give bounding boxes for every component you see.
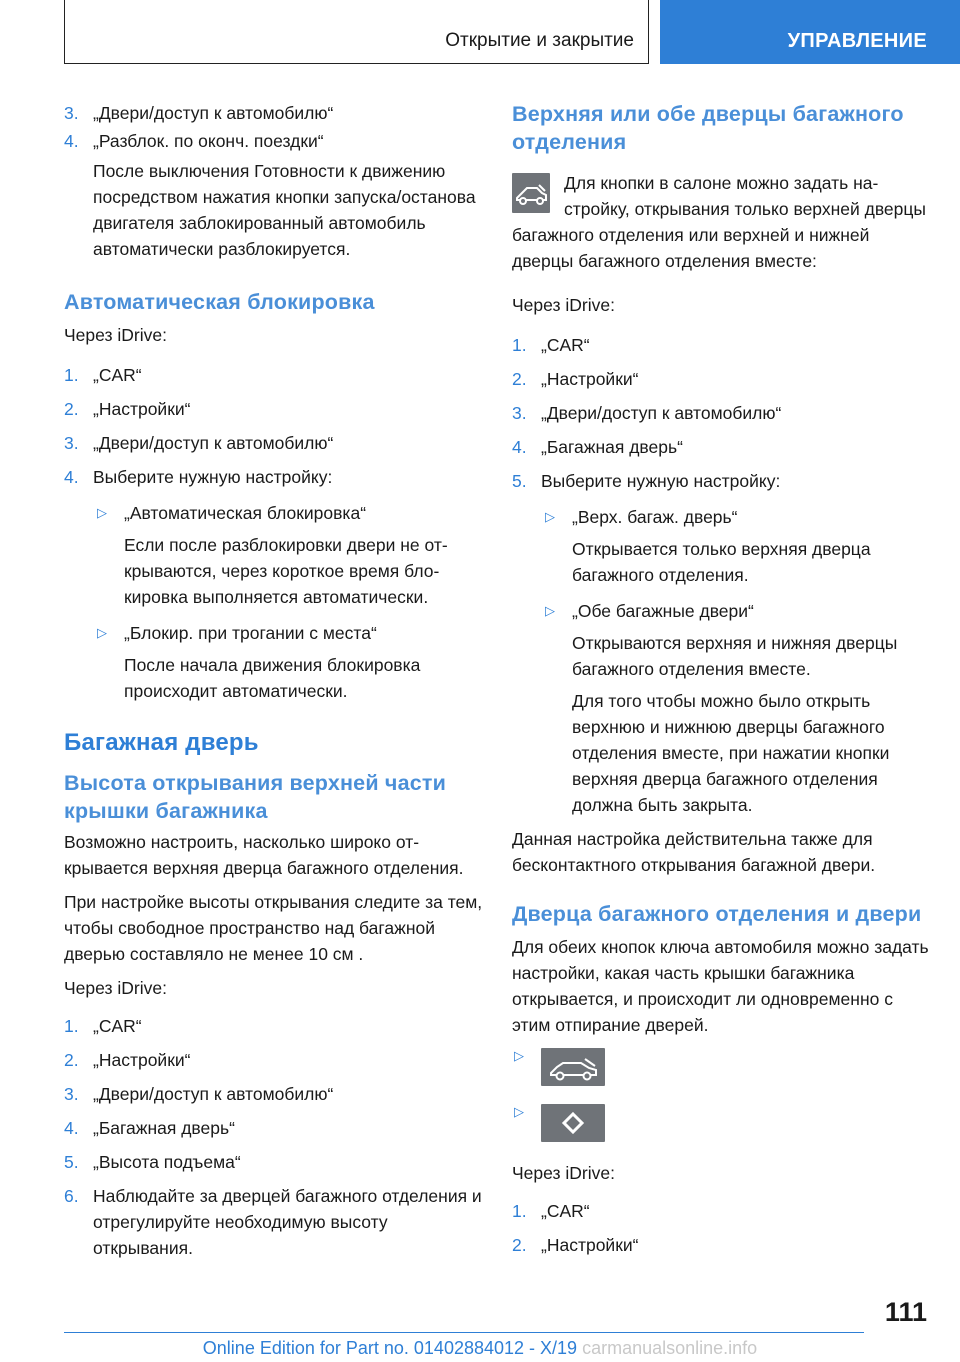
footer-divider bbox=[64, 1332, 864, 1333]
upper-paragraph-2: Данная настройка действительна также для бесконтактного открывания багажной двери. bbox=[512, 829, 876, 875]
list-number: 6. bbox=[64, 1186, 79, 1206]
list-number: 2. bbox=[512, 1235, 527, 1255]
auto-lock-heading: Автоматическая блокировка bbox=[64, 290, 375, 314]
edition-text: Online Edition for Part no. 01402884012 - X/19 bbox=[202, 1338, 578, 1358]
list-number: 2. bbox=[64, 1050, 79, 1070]
list-text: „Настройки“ bbox=[93, 399, 191, 419]
option-item bbox=[64, 620, 484, 646]
list-text: „Багажная дверь“ bbox=[541, 437, 683, 457]
list-text: „Разблок. по оконч. поездки“ bbox=[93, 131, 324, 151]
option-item bbox=[512, 504, 932, 530]
option-desc: Открываются верхняя и нижняя дверцы багажного отделения вместе. bbox=[572, 633, 898, 679]
height-paragraph-2: При настройке высоты открывания следите за тем, чтобы свободное пространство над багажной дверью составляло не менее 10 см . bbox=[64, 892, 483, 964]
diamond-icon bbox=[541, 1104, 605, 1142]
list-text: Выберите нужную настройку: bbox=[541, 471, 781, 491]
list-text: „Настройки“ bbox=[541, 1235, 639, 1255]
list-item bbox=[64, 1183, 484, 1261]
header-section-box bbox=[64, 0, 649, 64]
note-paragraph: После выключения Готовности к движению посредством нажатия кнопки запуска/останова двигателя заблокированный автомобиль автоматически разблокируется. bbox=[93, 161, 476, 259]
triangle-bullet-icon: ▷ bbox=[545, 509, 555, 524]
list-item bbox=[512, 332, 932, 358]
list-item bbox=[64, 396, 484, 422]
list-item bbox=[64, 1081, 484, 1107]
option-desc: Если после разблокировки двери не открываются, через короткое время блокировка выполняется автоматически. bbox=[124, 535, 448, 607]
triangle-bullet-icon: ▷ bbox=[514, 1104, 524, 1119]
list-number: 1. bbox=[512, 1201, 527, 1221]
option-note: Для того чтобы можно было открыть верхнюю и нижнюю дверцы багажного отделения вместе, при нажатии кнопки верхняя дверца багажного отделения должна быть закрыта. bbox=[572, 691, 890, 815]
option-desc: Открывается только верхняя дверца багажного отделения. bbox=[572, 539, 871, 585]
list-text: Наблюдайте за дверцей багажного отделения и отрегулируйте необходимую высоту открывания. bbox=[93, 1186, 482, 1258]
list-number: 1. bbox=[64, 1016, 79, 1036]
list-text: „CAR“ bbox=[541, 1201, 590, 1221]
list-item bbox=[512, 468, 932, 494]
list-number: 3. bbox=[64, 433, 79, 453]
car-tailgate-icon bbox=[541, 1048, 605, 1086]
key-button-option bbox=[512, 1048, 932, 1102]
list-text: „Двери/доступ к автомобилю“ bbox=[93, 433, 334, 453]
list-item bbox=[512, 434, 932, 460]
option-title: „Автоматическая блокировка“ bbox=[124, 503, 367, 523]
list-item bbox=[64, 100, 484, 126]
list-number: 3. bbox=[64, 103, 79, 123]
list-text: „Двери/доступ к автомобилю“ bbox=[93, 103, 334, 123]
option-title: „Блокир. при трогании с места“ bbox=[124, 623, 377, 643]
header-chapter-box bbox=[660, 0, 960, 64]
list-item bbox=[512, 400, 932, 426]
list-number: 1. bbox=[64, 365, 79, 385]
list-number: 4. bbox=[512, 437, 527, 457]
list-item bbox=[64, 1013, 484, 1039]
list-text: „CAR“ bbox=[541, 335, 590, 355]
list-text: „Двери/доступ к автомобилю“ bbox=[93, 1084, 334, 1104]
doors-paragraph-1: Для обеих кнопок ключа автомобиля можно задать настройки, какая часть крышки багажника открывается, и происходит ли одновременно с этим отпирание дверей. bbox=[512, 937, 929, 1035]
list-number: 2. bbox=[64, 399, 79, 419]
car-trunk-icon bbox=[512, 173, 550, 213]
option-item bbox=[64, 500, 484, 526]
list-number: 5. bbox=[64, 1152, 79, 1172]
via-idrive: Через iDrive: bbox=[64, 978, 167, 998]
left-column bbox=[64, 100, 484, 1261]
doors-heading: Дверца багажного отделения и двери bbox=[512, 902, 922, 926]
page-number: 111 bbox=[884, 1297, 927, 1327]
list-number: 3. bbox=[512, 403, 527, 423]
list-text: „Настройки“ bbox=[93, 1050, 191, 1070]
watermark: carmanualsonline.info bbox=[582, 1338, 758, 1358]
list-text: „CAR“ bbox=[93, 1016, 142, 1036]
upper-doors-heading: Верхняя или обе дверцы багажного отделения bbox=[512, 102, 904, 154]
list-item bbox=[64, 1047, 484, 1073]
list-text: „CAR“ bbox=[93, 365, 142, 385]
list-item bbox=[64, 362, 484, 388]
list-item bbox=[64, 1115, 484, 1141]
list-item bbox=[512, 1232, 932, 1258]
list-number: 4. bbox=[64, 131, 79, 151]
list-item bbox=[512, 366, 932, 392]
option-desc: После начала движения блокировка происходит автоматически. bbox=[124, 655, 421, 701]
list-number: 4. bbox=[64, 467, 79, 487]
list-text: „Багажная дверь“ bbox=[93, 1118, 235, 1138]
list-item bbox=[64, 430, 484, 456]
via-idrive: Через iDrive: bbox=[512, 1163, 615, 1183]
list-text: „Высота подъема“ bbox=[93, 1152, 241, 1172]
icon-paragraph bbox=[512, 170, 932, 274]
option-title: „Верх. багаж. дверь“ bbox=[572, 507, 738, 527]
option-title: „Обе багажные двери“ bbox=[572, 601, 754, 621]
section-title: Открытие и закрытие bbox=[445, 30, 634, 51]
list-item bbox=[64, 128, 484, 154]
list-number: 2. bbox=[512, 369, 527, 389]
triangle-bullet-icon: ▷ bbox=[97, 625, 107, 640]
list-number: 3. bbox=[64, 1084, 79, 1104]
triangle-bullet-icon: ▷ bbox=[514, 1048, 524, 1063]
footer bbox=[0, 1338, 960, 1359]
triangle-bullet-icon: ▷ bbox=[545, 603, 555, 618]
list-text: „Двери/доступ к автомобилю“ bbox=[541, 403, 782, 423]
height-paragraph-1: Возможно настроить, насколько широко открывается верхняя дверца багажного отделения. bbox=[64, 832, 464, 878]
tailgate-heading: Багажная дверь bbox=[64, 729, 259, 756]
height-heading: Высота открывания верхней части крышки багажника bbox=[64, 771, 447, 823]
chapter-title: УПРАВЛЕНИЕ bbox=[787, 30, 927, 52]
list-text: Выберите нужную настройку: bbox=[93, 467, 333, 487]
triangle-bullet-icon: ▷ bbox=[97, 505, 107, 520]
list-number: 5. bbox=[512, 471, 527, 491]
via-idrive: Через iDrive: bbox=[64, 325, 167, 345]
list-number: 1. bbox=[512, 335, 527, 355]
list-item bbox=[64, 464, 484, 490]
option-item bbox=[512, 598, 932, 624]
key-button-option bbox=[512, 1104, 932, 1152]
upper-paragraph-1: Для кнопки в салоне можно задать настройку, открывания только верхней дверцы багажного отделения или верхней и нижней дверцы багажного отделения вместе: bbox=[512, 173, 926, 271]
via-idrive: Через iDrive: bbox=[512, 295, 615, 315]
list-text: „Настройки“ bbox=[541, 369, 639, 389]
list-item bbox=[64, 1149, 484, 1175]
list-number: 4. bbox=[64, 1118, 79, 1138]
right-column bbox=[512, 100, 932, 1258]
list-item bbox=[512, 1198, 932, 1224]
